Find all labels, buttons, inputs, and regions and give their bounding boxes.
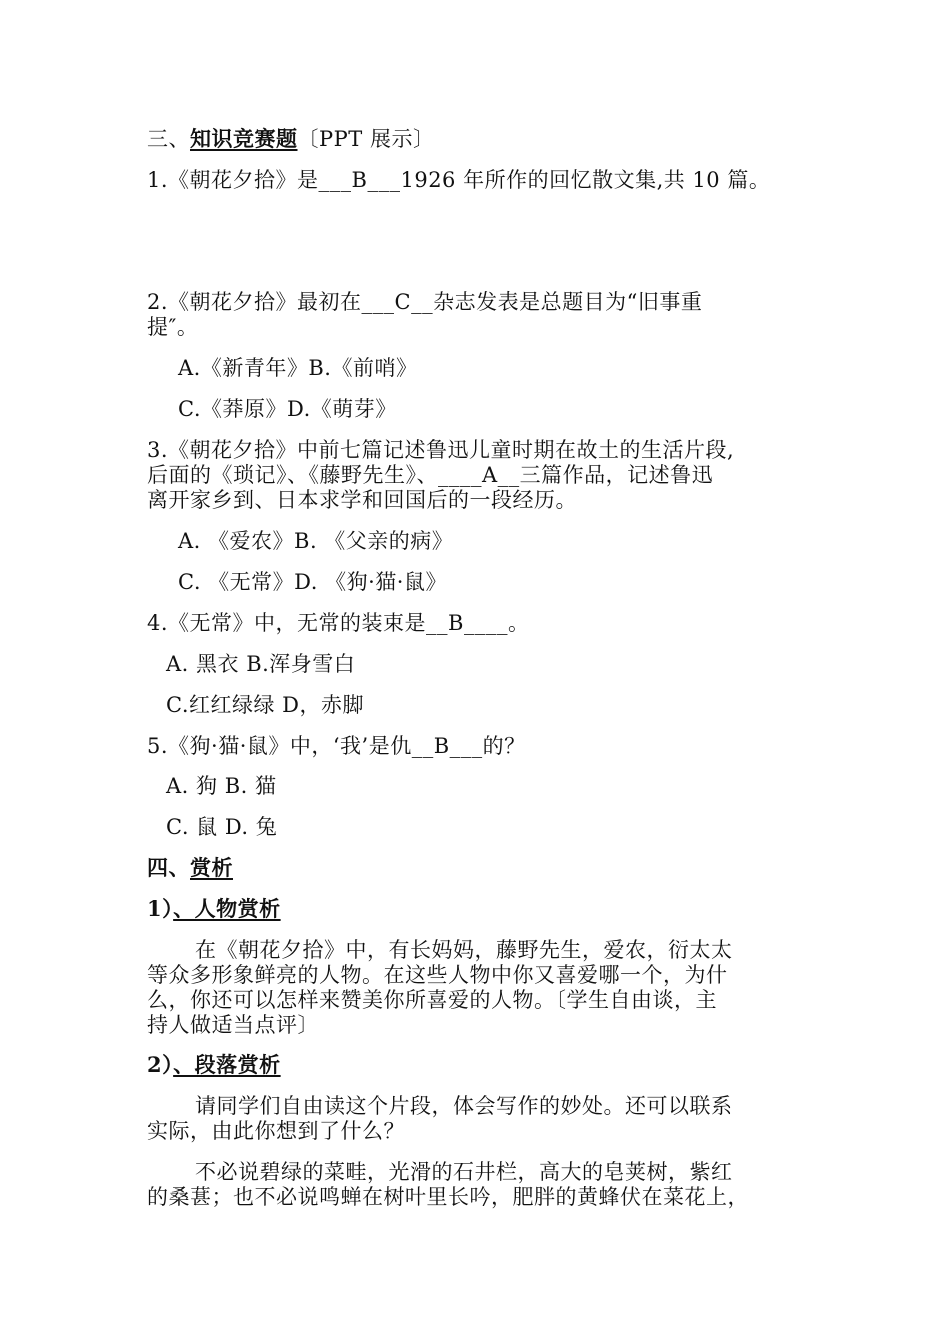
section3-suffix: 〔PPT 展示〕 bbox=[297, 127, 435, 151]
question-2-options-1: A.《新青年》B.《前哨》 bbox=[178, 356, 418, 380]
question-2-line-2: 提″。 bbox=[147, 315, 199, 339]
question-2-line-1: 2.《朝花夕拾》最初在___C__杂志发表是总题目为“旧事重 bbox=[147, 290, 703, 314]
sub2-instruction-line-1: 请同学们自由读这个片段，体会写作的妙处。还可以联系 bbox=[195, 1094, 733, 1118]
question-4: 4.《无常》中，无常的装束是__B____。 bbox=[147, 611, 530, 635]
section3-title: 知识竞赛题 bbox=[190, 126, 298, 151]
question-3-options-2: C. 《无常》D. 《狗·猫·鼠》 bbox=[178, 570, 447, 594]
sub2-title: 、段落赏析 bbox=[173, 1052, 281, 1077]
sub1-paragraph-line-1: 在《朝花夕拾》中，有长妈妈，藤野先生，爱农，衍太太 bbox=[195, 938, 733, 962]
question-3-line-3: 离开家乡到、日本求学和回国后的一段经历。 bbox=[147, 488, 577, 512]
sub2-excerpt-line-1: 不必说碧绿的菜畦，光滑的石井栏，高大的皂荚树，紫红 bbox=[195, 1160, 733, 1184]
question-3-line-2: 后面的《琐记》、《藤野先生》、____A__三篇作品，记述鲁迅 bbox=[147, 463, 714, 487]
section3-heading bbox=[147, 126, 434, 152]
section4-prefix: 四、 bbox=[147, 855, 190, 880]
sub2-instruction-line-2: 实际，由此你想到了什么？ bbox=[147, 1119, 405, 1143]
section4-title: 赏析 bbox=[190, 855, 233, 880]
question-2-options-2: C.《莽原》D.《萌芽》 bbox=[178, 397, 397, 421]
sub1-heading bbox=[147, 896, 281, 922]
sub1-title: 、人物赏析 bbox=[173, 896, 281, 921]
section3-prefix: 三、 bbox=[147, 127, 190, 151]
question-1: 1.《朝花夕拾》是___B___1926 年所作的回忆散文集,共 10 篇。 bbox=[147, 168, 771, 192]
sub1-paragraph-line-3: 么，你还可以怎样来赞美你所喜爱的人物。〔学生自由谈，主 bbox=[147, 988, 717, 1012]
sub2-prefix: 2） bbox=[147, 1052, 174, 1077]
sub2-heading bbox=[147, 1052, 281, 1078]
question-5-options-1: A. 狗 B. 猫 bbox=[166, 774, 277, 798]
question-4-options-1: A. 黑衣 B.浑身雪白 bbox=[166, 652, 356, 676]
question-4-options-2: C.红红绿绿 D，赤脚 bbox=[166, 693, 365, 717]
sub1-prefix: 1） bbox=[147, 896, 174, 921]
question-5-options-2: C. 鼠 D. 兔 bbox=[166, 815, 278, 839]
sub1-paragraph-line-2: 等众多形象鲜亮的人物。在这些人物中你又喜爱哪一个，为什 bbox=[147, 963, 728, 987]
sub2-excerpt-line-2: 的桑葚；也不必说鸣蝉在树叶里长吟，肥胖的黄蜂伏在菜花上， bbox=[147, 1185, 749, 1209]
question-3-options-1: A. 《爱农》B. 《父亲的病》 bbox=[178, 529, 454, 553]
sub1-paragraph-line-4: 持人做适当点评〕 bbox=[147, 1013, 319, 1037]
question-3-line-1: 3.《朝花夕拾》中前七篇记述鲁迅儿童时期在故土的生活片段, bbox=[147, 438, 735, 462]
section4-heading bbox=[147, 855, 233, 881]
question-5: 5.《狗·猫·鼠》中，‘我’是仇__B___的？ bbox=[147, 734, 526, 758]
